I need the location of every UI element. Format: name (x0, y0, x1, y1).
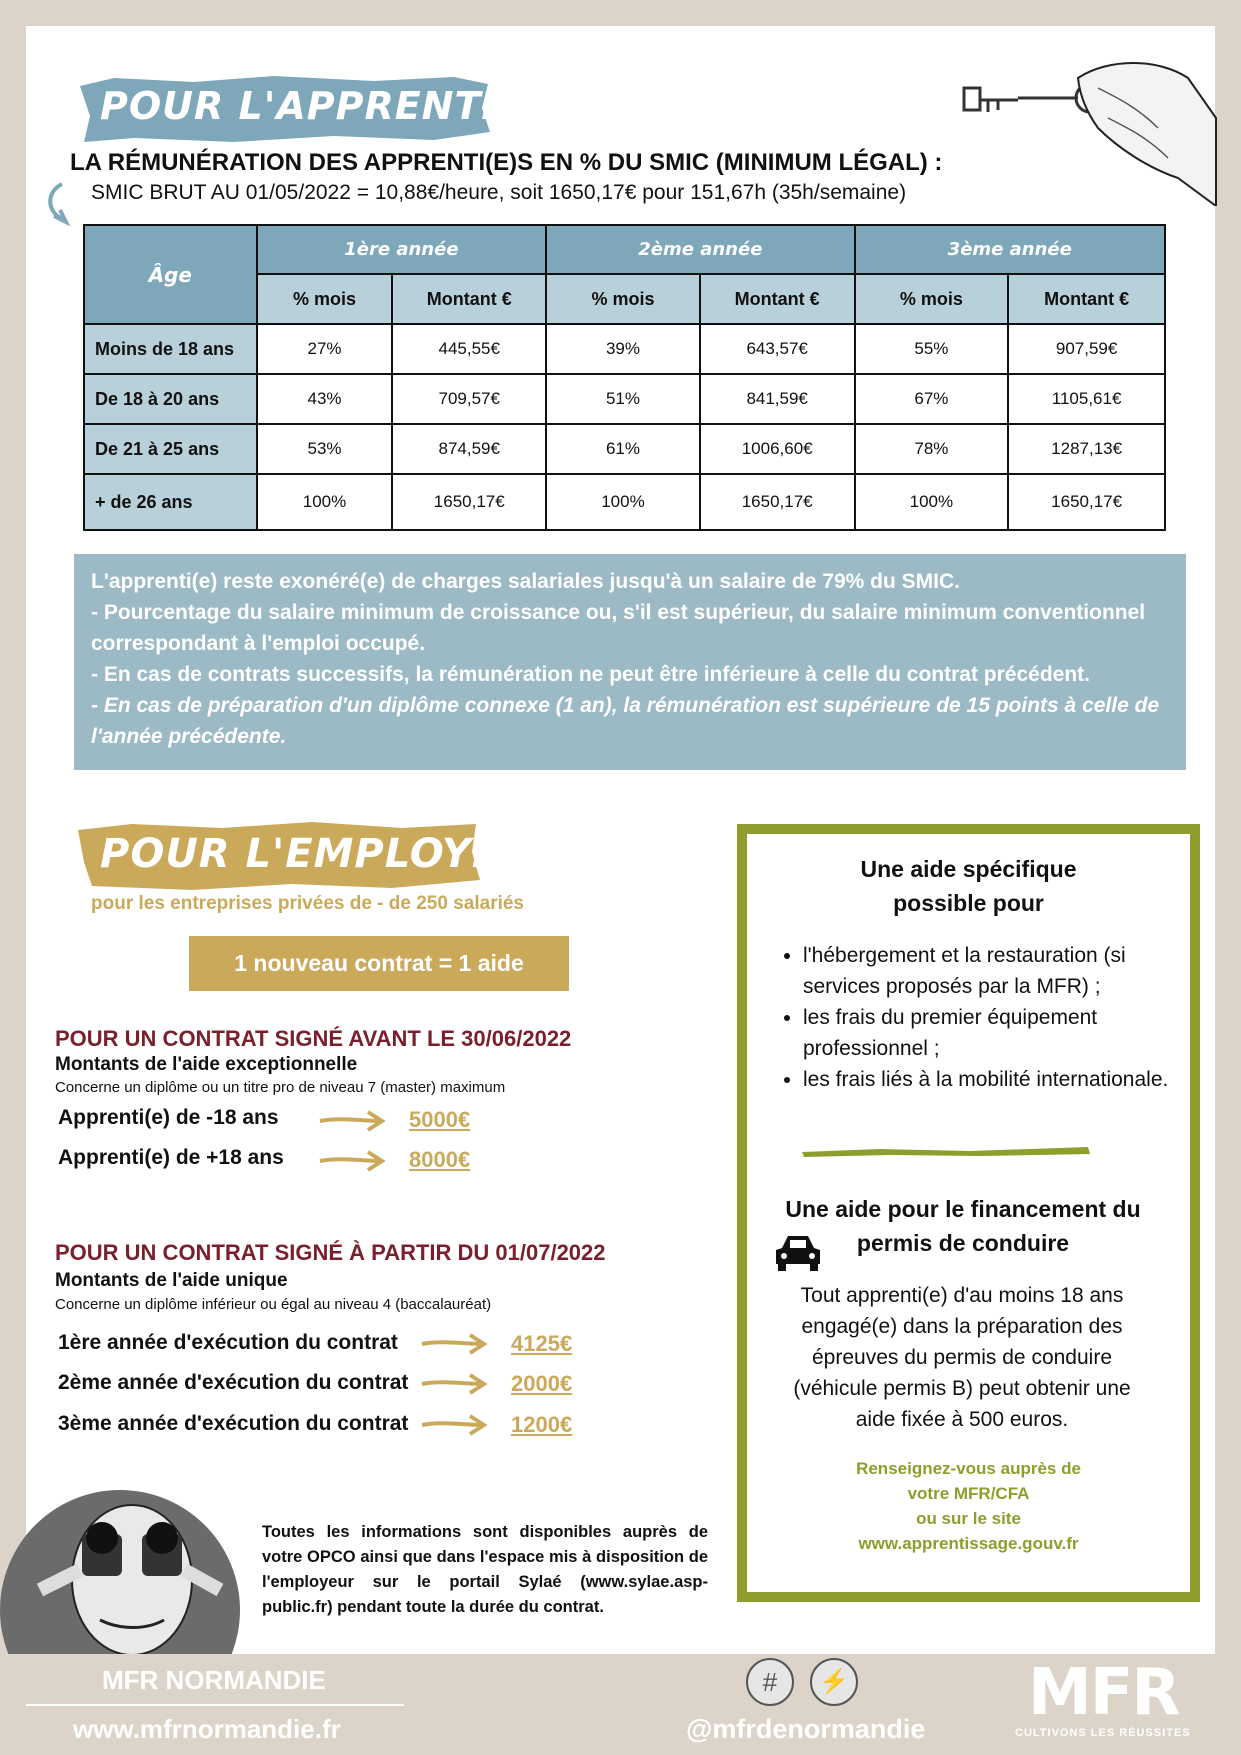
table-cell: 907,59€ (1008, 324, 1165, 374)
mfr-tagline: CULTIVONS LES RÉUSSITES (1015, 1727, 1191, 1739)
aid-row-label: 3ème année d'exécution du contrat (58, 1412, 409, 1435)
aid-badge: 1 nouveau contrat = 1 aide (189, 936, 569, 991)
pct-header: % mois (546, 274, 700, 324)
amount-header: Montant € (392, 274, 546, 324)
olive-divider (800, 1144, 1092, 1158)
pct-header: % mois (855, 274, 1009, 324)
table-cell: 53% (257, 424, 393, 474)
footer-handle[interactable]: @mfrdenormandie (686, 1714, 926, 1744)
year-2-header: 2ème année (546, 225, 854, 274)
table-cell: 445,55€ (392, 324, 546, 374)
aid-row-label: 1ère année d'exécution du contrat (58, 1331, 398, 1354)
aid-row-label: Apprenti(e) de -18 ans (58, 1106, 279, 1129)
messenger-icon[interactable]: ⚡ (810, 1658, 858, 1706)
table-cell: 100% (546, 474, 700, 530)
table-cell: 55% (855, 324, 1009, 374)
section1-title: POUR UN CONTRAT SIGNÉ AVANT LE 30/06/2022 (55, 1026, 572, 1051)
table-cell: 841,59€ (700, 374, 855, 424)
apprenti-notes (74, 554, 1186, 770)
age-label: De 21 à 25 ans (84, 424, 257, 474)
list-item: • les frais liés à la mobilité internationale. (803, 1064, 1198, 1095)
table-cell: 1006,60€ (700, 424, 855, 474)
contact-info (747, 1456, 1190, 1556)
table-cell: 1650,17€ (700, 474, 855, 530)
mfr-logo: MFR (1028, 1656, 1179, 1730)
pct-header: % mois (257, 274, 393, 324)
arrow-icon (420, 1412, 488, 1438)
table-cell: 1650,17€ (1008, 474, 1165, 530)
contact-line: Renseignez-vous auprès de (856, 1459, 1081, 1478)
table-cell: 39% (546, 324, 700, 374)
table-row (84, 474, 1165, 530)
list-item: • les frais du premier équipement professionnel ; (803, 1002, 1198, 1064)
hand-key-icon (958, 58, 1218, 206)
table-cell: 67% (855, 374, 1009, 424)
employeur-banner: POUR L'EMPLOYEUR (100, 831, 566, 877)
table-cell: 43% (257, 374, 393, 424)
permis-title: Une aide pour le financement du permis de conduire (785, 1196, 1141, 1256)
aid-list (775, 940, 1198, 1095)
footer-org: MFR NORMANDIE (102, 1665, 326, 1695)
section2-subtitle: Montants de l'aide unique (55, 1270, 288, 1291)
aid-row-label: Apprenti(e) de +18 ans (58, 1146, 284, 1169)
arrow-icon (420, 1331, 488, 1357)
aid-amount: 8000€ (409, 1147, 471, 1172)
section1-note: Concerne un diplôme ou un titre pro de niveau 7 (master) maximum (55, 1079, 506, 1096)
aid-amount: 2000€ (511, 1371, 573, 1396)
note-line: - En cas de préparation d'un diplôme connexe (1 an), la rémunération est supérieure de 15 points à celle de l'année précédente. (91, 694, 1160, 748)
frame-title (747, 852, 1190, 920)
table-cell: 100% (855, 474, 1009, 530)
arrow-icon (318, 1148, 386, 1174)
age-label: De 18 à 20 ans (84, 374, 257, 424)
binoculars-person-icon (0, 1470, 290, 1654)
employer-info: Toutes les informations sont disponibles auprès de votre OPCO ainsi que dans l'espace mis à disposition de l'employeur sur le portail Sylaé (www.sylae.asp-public.fr) pendant toute la durée du contrat. (262, 1523, 708, 1616)
aid-amount: 1200€ (511, 1412, 573, 1437)
contact-line: votre MFR/CFA (907, 1484, 1030, 1503)
amount-header: Montant € (700, 274, 855, 324)
car-icon (772, 1230, 824, 1272)
year-3-header: 3ème année (855, 225, 1165, 274)
section2-note: Concerne un diplôme inférieur ou égal au niveau 4 (baccalauréat) (55, 1296, 492, 1313)
year-1-header: 1ère année (257, 225, 546, 274)
hashtag-icon[interactable]: # (746, 1658, 794, 1706)
table-cell: 1105,61€ (1008, 374, 1165, 424)
note-line: L'apprenti(e) reste exonéré(e) de charges salariales jusqu'à un salaire de 79% du SMIC. (91, 570, 960, 593)
apprenti-heading: LA RÉMUNÉRATION DES APPRENTI(E)S EN % DU SMIC (MINIMUM LÉGAL) : (70, 149, 943, 176)
table-row (84, 324, 1165, 374)
aid-amount: 5000€ (409, 1107, 471, 1132)
footer-divider (26, 1704, 404, 1706)
age-label: Moins de 18 ans (84, 324, 257, 374)
table-cell: 61% (546, 424, 700, 474)
arrow-icon (318, 1108, 386, 1134)
remuneration-table (83, 224, 1166, 531)
table-cell: 709,57€ (392, 374, 546, 424)
note-line: - En cas de contrats successifs, la rémunération ne peut être inférieure à celle du contrat précédent. (91, 663, 1090, 686)
list-item: • l'hébergement et la restauration (si services proposés par la MFR) ; (803, 940, 1198, 1002)
table-cell: 51% (546, 374, 700, 424)
aid-row-label: 2ème année d'exécution du contrat (58, 1371, 409, 1394)
table-cell: 1650,17€ (392, 474, 546, 530)
table-cell: 100% (257, 474, 393, 530)
table-row (84, 424, 1165, 474)
frame-title-line: Une aide spécifique (860, 856, 1077, 882)
table-cell: 643,57€ (700, 324, 855, 374)
section2-title: POUR UN CONTRAT SIGNÉ À PARTIR DU 01/07/2022 (55, 1240, 606, 1265)
table-cell: 1287,13€ (1008, 424, 1165, 474)
footer-website[interactable]: www.mfrnormandie.fr (73, 1714, 341, 1744)
table-cell: 27% (257, 324, 393, 374)
section1-subtitle: Montants de l'aide exceptionnelle (55, 1054, 358, 1075)
aid-amount: 4125€ (511, 1331, 573, 1356)
contact-website[interactable]: www.apprentissage.gouv.fr (858, 1534, 1079, 1553)
age-header: Âge (84, 225, 257, 324)
smic-info: SMIC BRUT AU 01/05/2022 = 10,88€/heure, soit 1650,17€ pour 151,67h (35h/semaine) (91, 181, 907, 204)
apprenti-banner: POUR L'APPRENTI(E) (100, 84, 561, 128)
note-line: - Pourcentage du salaire minimum de croissance ou, s'il est supérieur, du salaire minimum conventionnel correspondant à l'emploi occupé. (91, 601, 1146, 655)
table-row (84, 374, 1165, 424)
employeur-subtitle: pour les entreprises privées de - de 250 salariés (91, 893, 525, 914)
permis-text: Tout apprenti(e) d'au moins 18 ans engagé(e) dans la préparation des épreuves du permis de conduire (véhicule permis B) peut obtenir une aide fixée à 500 euros. (793, 1284, 1131, 1431)
table-cell: 874,59€ (392, 424, 546, 474)
amount-header: Montant € (1008, 274, 1165, 324)
curved-arrow-icon (40, 180, 74, 228)
contact-line: ou sur le site (916, 1509, 1021, 1528)
age-label: + de 26 ans (84, 474, 257, 530)
frame-title-line: possible pour (893, 890, 1044, 916)
table-cell: 78% (855, 424, 1009, 474)
arrow-icon (420, 1371, 488, 1397)
